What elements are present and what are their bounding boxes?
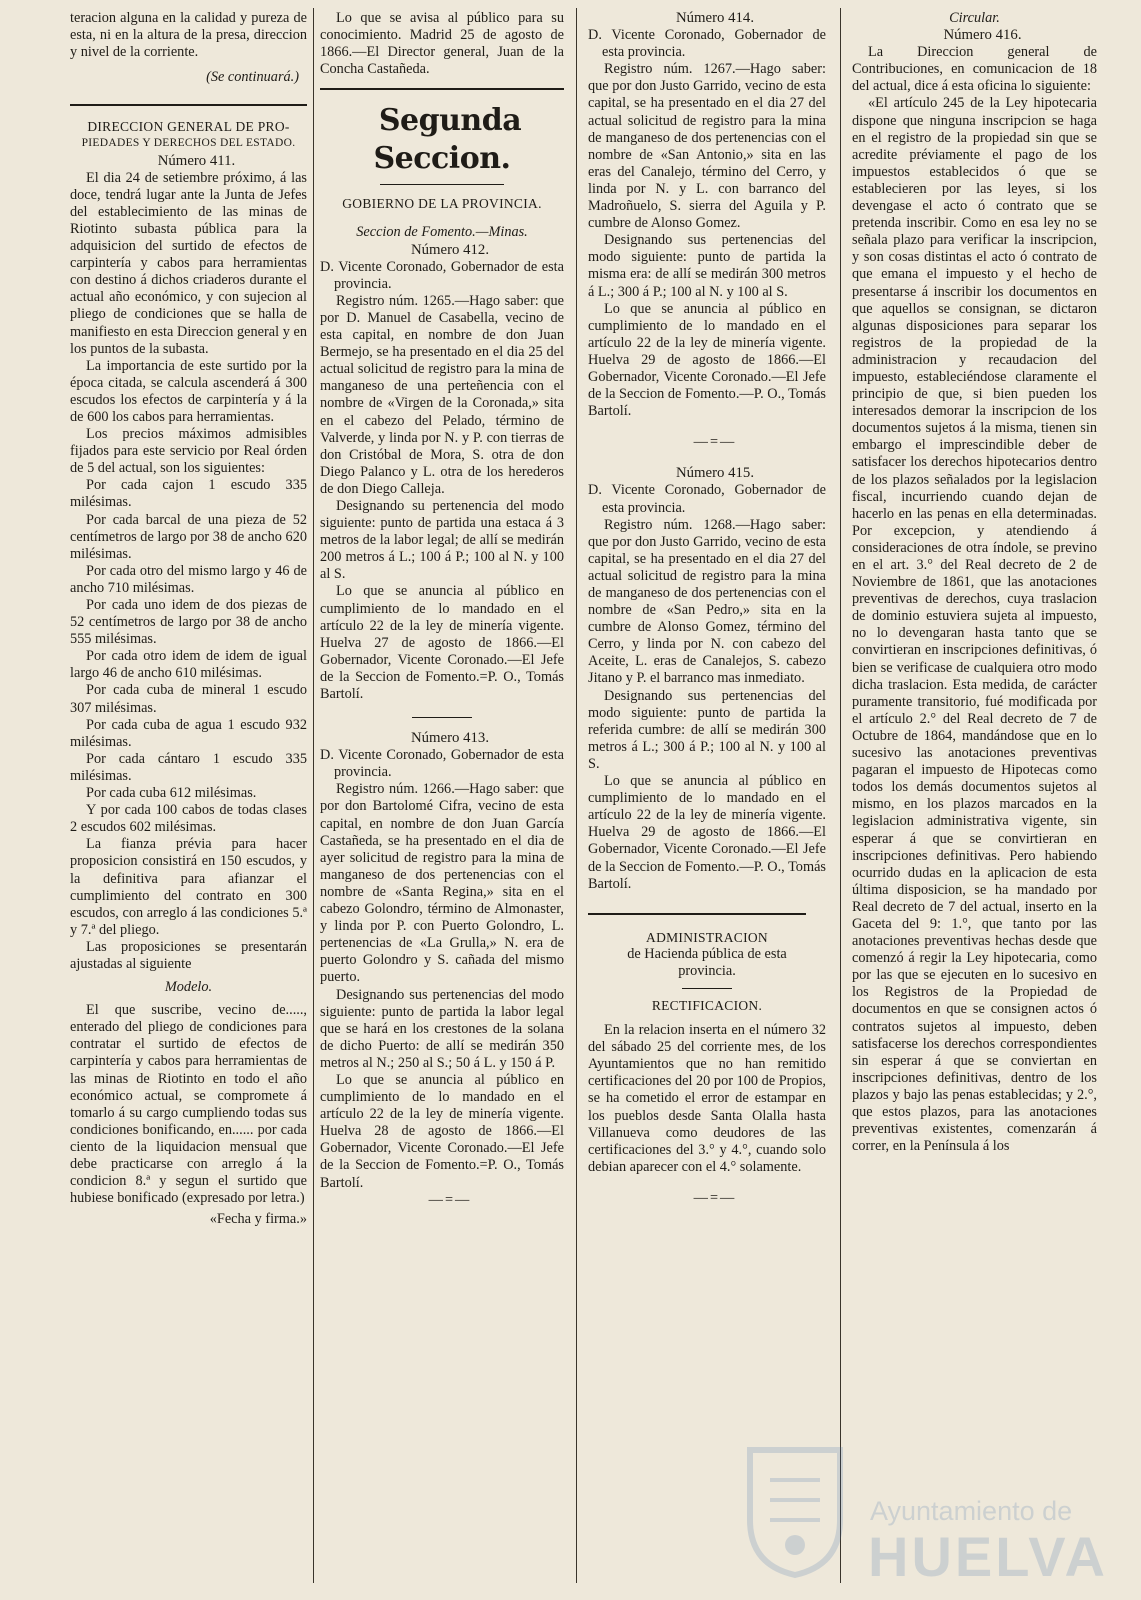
- column-2: [320, 10, 564, 1580]
- notice-separator: —=—: [428, 1191, 472, 1208]
- paragraph: Designando su pertenencia del modo siguiente: punto de partida una estaca á 3 metros de la labor legal; de allí se medirán 200 metros á L.; 100 á P.; 100 al N. y 100 al S.: [320, 497, 564, 583]
- notice-issuer: D. Vicente Coronado, Gobernador de esta provincia.: [320, 258, 564, 292]
- to-be-continued: (Se continuará.): [206, 69, 299, 86]
- government-heading: GOBIERNO DE LA PROVINCIA.: [342, 196, 542, 212]
- paragraph: La Direccion general de Contribuciones, en comunicacion de 18 del actual, dice á esta oficina lo siguiente:: [852, 44, 1097, 95]
- rectification-heading: RECTIFICACION.: [651, 997, 763, 1013]
- administration-subheading: de Hacienda pública de esta provincia.: [627, 945, 787, 979]
- paragraph: Registro núm. 1266.—Hago saber: que por don Bartolomé Cifra, vecino de esta capital, en nombre de don Juan García Castañeda, se ha presentado en el dia de ayer solicitud de registro para la mina de manganeso de dos pertenencias con el nombre de «Santa Regina,» sita en el cabezo Golondro, término de Almonaster, y linda por P. con Puerto Golondro, L. pertenencias de «La Grulla,» N. era de puerto Golondro y S. cañada del mismo puerto.: [320, 781, 564, 986]
- notice-number: Número 412.: [410, 241, 490, 258]
- column-4: [852, 10, 1097, 1580]
- administration-heading: ADMINISTRACION: [646, 929, 768, 945]
- watermark-line-2: HUELVA: [868, 1525, 1108, 1588]
- paragraph: El dia 24 de setiembre próximo, á las doce, tendrá lugar ante la Junta de Jefes del establecimiento de las minas de Riotinto subasta pública para la adquisicion del surtido de efectos de carpintería y cabos para herramientas con destino á dichos criaderos durante el actual año económico, y con sujecion al pliego de condiciones que se halla de manifiesto en esta Direccion general y en los puntos de la subasta.: [70, 169, 307, 357]
- continuation-paragraph: teracion alguna en la calidad y pureza de esta, ni en la altura de la presa, direccion y nivel de la corriente.: [70, 10, 307, 61]
- notice-number: Número 413.: [410, 730, 490, 747]
- paragraph: Lo que se anuncia al público en cumplimiento de lo mandado en el artículo 22 de la ley de minería vigente. Huelva 29 de agosto de 1866.—El Gobernador, Vicente Coronado.—El Jefe de la Seccion de Fomento.—P. O., Tomás Bartolí.: [588, 773, 826, 892]
- price-item: Y por cada 100 cabos de todas clases 2 escudos 602 milésimas.: [70, 802, 307, 836]
- price-item: Por cada uno idem de dos piezas de 52 centímetros de largo por 38 de ancho 555 milésimas.: [70, 597, 307, 648]
- paragraph: Las proposiciones se presentarán ajustadas al siguiente: [70, 938, 307, 972]
- archive-watermark: [730, 1420, 1130, 1590]
- price-item: Por cada cántaro 1 escudo 335 milésimas.: [70, 750, 307, 784]
- model-heading: Modelo.: [164, 979, 213, 996]
- paragraph: Lo que se anuncia al público en cumplimiento de lo mandado en el artículo 22 de la ley de minería vigente. Huelva 28 de agosto de 1866.—El Gobernador, Vicente Coronado.—El Jefe de la Seccion de Fomento.=P. O., Tomás Bartolí.: [320, 1071, 564, 1191]
- section-subheading: Seccion de Fomento.—Minas.: [356, 224, 528, 241]
- paragraph: Designando sus pertenencias del modo siguiente: punto de partida la labor legal que se hará en los crestones de la solana de dicho Puerto: de allí se medirán 350 metros al N.; 250 al S.; 50 á L. y 150 á P.: [320, 986, 564, 1071]
- paragraph: Lo que se avisa al público para su conocimiento. Madrid 25 de agosto de 1866.—El Director general, Juan de la Concha Castañeda.: [320, 10, 564, 78]
- notice-separator: —=—: [693, 1189, 737, 1206]
- column-rule: [576, 8, 577, 1583]
- paragraph: Registro núm. 1268.—Hago saber: que por don Justo Garrido, vecino de esta capital, se ha presentado en el dia 27 del actual solicitud de registro para la mina de manganeso de dos pertenencias con el nombre de «San Pedro,» sita en la cumbre de Alonso Gomez, término del Cerro, y linda por N. con cabezo del Aceite, L. eras de Canalejos, S. cabezo Jitano y P. el barranco mas inmediato.: [588, 516, 826, 687]
- paragraph: Lo que se anuncia al público en cumplimiento de lo mandado en el artículo 22 de la ley de minería vigente. Huelva 29 de agosto de 1866.—El Gobernador, Vicente Coronado.—El Jefe de la Seccion de Fomento.—P. O., Tomás Bartolí.: [588, 300, 826, 420]
- notice-issuer: D. Vicente Coronado, Gobernador de esta provincia.: [588, 27, 826, 61]
- column-1: [70, 10, 307, 1580]
- price-item: Por cada otro idem de idem de igual largo 46 de ancho 610 milésimas.: [70, 648, 307, 682]
- paragraph: Registro núm. 1265.—Hago saber: que por D. Manuel de Casabella, vecino de esta capital, en nombre de don Juan Bermejo, se ha presentado en el dia 25 del actual solicitud de registro para la mina de manganeso de una perteñencia con el nombre de «Virgen de la Coronada,» sita en el cabezo del Pelado, término de Valverde, y linda por N. y P. con tierras de don Cristóbal de Mora, S. otra de don Diego Palanco y L. otra de los herederos de don Diego Calleja.: [320, 292, 564, 497]
- price-item: Por cada cajon 1 escudo 335 milésimas.: [70, 477, 307, 511]
- section-divider: [320, 88, 564, 90]
- paragraph: Registro núm. 1267.—Hago saber: que por don Justo Garrido, vecino de esta capital, se ha presentado en el dia 27 del actual solicitud de registro para la mina de manganeso de dos pertenencias con el nombre de «San Antonio,» sita en las eras del Canalejo, término del Cerro, y linda por N. y L. con barranco del Madroñuelo, S. sierra del Aguila y P. cumbre de Alonso Gomez.: [588, 61, 826, 232]
- column-rule: [313, 8, 314, 1583]
- coat-of-arms-icon: [740, 1440, 850, 1580]
- price-item: Por cada otro del mismo largo y 46 de ancho 710 milésimas.: [70, 562, 307, 596]
- signature-line: «Fecha y firma.»: [209, 1211, 307, 1228]
- title-rule: [380, 184, 504, 185]
- section-title: Segunda Seccion.: [373, 103, 522, 177]
- notice-issuer: D. Vicente Coronado, Gobernador de esta provincia.: [588, 482, 826, 516]
- section-divider: [588, 913, 806, 915]
- notice-number: Número 416.: [943, 27, 1022, 44]
- price-item: Por cada cuba de agua 1 escudo 932 milésimas.: [70, 716, 307, 750]
- notice-number: Número 414.: [675, 10, 755, 26]
- watermark-line-1: Ayuntamiento de: [870, 1496, 1073, 1526]
- paragraph: En la relacion inserta en el número 32 del sábado 25 del corriente mes, de los Ayuntamientos que no han remitido certificaciones del 20 por 100 de Propios, se ha cometido el error de estampar en los pueblos desde Santa Olalla hasta Villanueva como deudores de las certificaciones del 3.° y 4.°, cuando solo debian aparecer con el 4.° solamente.: [588, 1022, 826, 1175]
- paragraph: Lo que se anuncia al público en cumplimiento de lo mandado en el artículo 22 de la ley de minería vigente. Huelva 27 de agosto de 1866.—El Gobernador, Vicente Coronado.—El Jefe de la Seccion de Fomento.=P. O., Tomás Bartolí.: [320, 583, 564, 702]
- section-heading: DIRECCION GENERAL DE PRO-: [87, 119, 290, 135]
- price-item: Por cada cuba de mineral 1 escudo 307 milésimas.: [70, 682, 307, 716]
- column-3: [588, 10, 826, 1580]
- paragraph: «El artículo 245 de la Ley hipotecaria dispone que ninguna inscripcion se haga en el registro de la propiedad sin que se acredite préviamente el pago de los impuestos establecidos ó que se establecieren por las leyes, si los devengase el acto ó contrato que se pretenda inscribir. Como en esa ley no se señala plazo para verificar la inscripcion, y son cosas distintas el acto ó contrato de que emana el impuesto y el hecho de presentarse á inscribir los documentos en que aquellos se consignan, se dictaron algunas disposiciones para separar los registros de la propiedad de la administracion y recaudacion del impuesto, estableciéndose claramente el principio de que, si bien pueden los interesados demorar la inscripcion de los documentos sujetos á la misma, tienen sin embargo el imprescindible deber de satisfacer los derechos hipotecarios dentro de los plazos señalados por la legislacion fiscal, incurriendo cuando dejan de hacerlo en las penas en ella determinadas. Por excepcion, y atendiendo á consideraciones de otra índole, se previno en el art. 3.° del Real decreto de 2 de Noviembre de 1861, que las anotaciones preventivas de derechos, cuya traslacion de dominio estuviera sujeta al impuesto, no lo devengaran hasta tanto que se convirtieran en inscripciones definitivas, ó bien se verificase de cualquiera otro modo dicha traslacion. Esta medida, de carácter puramente transitorio, fué modificada por el artículo 2.° del Real decreto de 7 de Octubre de 1864, mandándose que en lo sucesivo las anotaciones preventivas pagaran el impuesto de Hipotecas como todos los demás documentos sujetos al mismo, en los plazos marcados en la legislacion administrativa vigente, sin esperar á que se convirtieran en inscripciones definitivas. Pero habiendo ocurrido dudas en la aplicacion de esta última disposicion, se ha mandado por Real decreto de 7 del actual, inserto en la Gaceta del 9: 1.°, que tanto por las anotaciones preventivas hechas desde que comenzó á regir la Ley hipotecaria, como por las que se ejecuten en lo sucesivo en los Registros de la Propiedad de documentos en que se consignen actos ó contratos sujetos al impuesto, deben satisfacerse los derechos correspondientes sin esperar á que se conviertan en inscripciones definitivas, dentro de los plazos y bajo las penas establecidas; y 2.°, que estos plazos, para las anotaciones preventivas existentes, comenzarán á correr, en la Península á los: [852, 95, 1097, 1155]
- paragraph: La importancia de este surtido por la época citada, se calcula ascenderá á 300 escudos los efectos de carpintería y á la de 600 los cabos para herramientas.: [70, 357, 307, 425]
- notice-separator: —=—: [693, 434, 737, 451]
- notice-issuer: D. Vicente Coronado, Gobernador de esta provincia.: [320, 747, 564, 781]
- paragraph: Los precios máximos admisibles fijados para este servicio por Real órden de 5 del actual, son los siguientes:: [70, 426, 307, 477]
- notice-number: Número 415.: [675, 465, 755, 482]
- column-rule: [840, 8, 841, 1583]
- paragraph: La fianza prévia para hacer proposicion consistirá en 150 escudos, y la definitiva para afianzar el cumplimiento del contrato en 300 escudos, con arreglo á las condiciones 5.ª y 7.ª del pliego.: [70, 836, 307, 938]
- circular-label: Circular.: [949, 10, 1000, 26]
- paragraph: Designando sus pertenencias del modo siguiente: punto de partida la referida cumbre: de allí se medirán 300 metros á L.; 300 á P.; 100 al N. y 100 al S.: [588, 687, 826, 772]
- price-item: Por cada cuba 612 milésimas.: [86, 785, 257, 802]
- section-divider: [70, 104, 307, 106]
- heading-rule: [682, 988, 732, 989]
- paragraph: Designando sus pertenencias del modo siguiente: punto de partida la misma era: de allí se medirán 300 metros á L.; 300 á P.; 100 al N. y 100 al S.: [588, 232, 826, 300]
- price-item: Por cada barcal de una pieza de 52 centímetros de largo por 38 de ancho 620 milésimas.: [70, 511, 307, 562]
- notice-divider: [412, 717, 472, 718]
- notice-number: Número 411.: [157, 152, 236, 169]
- section-subheading: PIEDADES Y DERECHOS DEL ESTADO.: [81, 137, 296, 150]
- model-paragraph: El que suscribe, vecino de....., enterado del pliego de condiciones para contratar el surtido de efectos de carpintería y cabos para herramientas de las minas de Riotinto en todo el año económico actual, se compromete á tomarlo á su cargo cumpliendo todas sus condiciones bonificando, en...... por cada ciento de la liquidacion mensual que debe practicarse con arreglo á la condicion 8.ª y segun el surtido que hubiese bonificado (expresado por letra.): [70, 1002, 307, 1207]
